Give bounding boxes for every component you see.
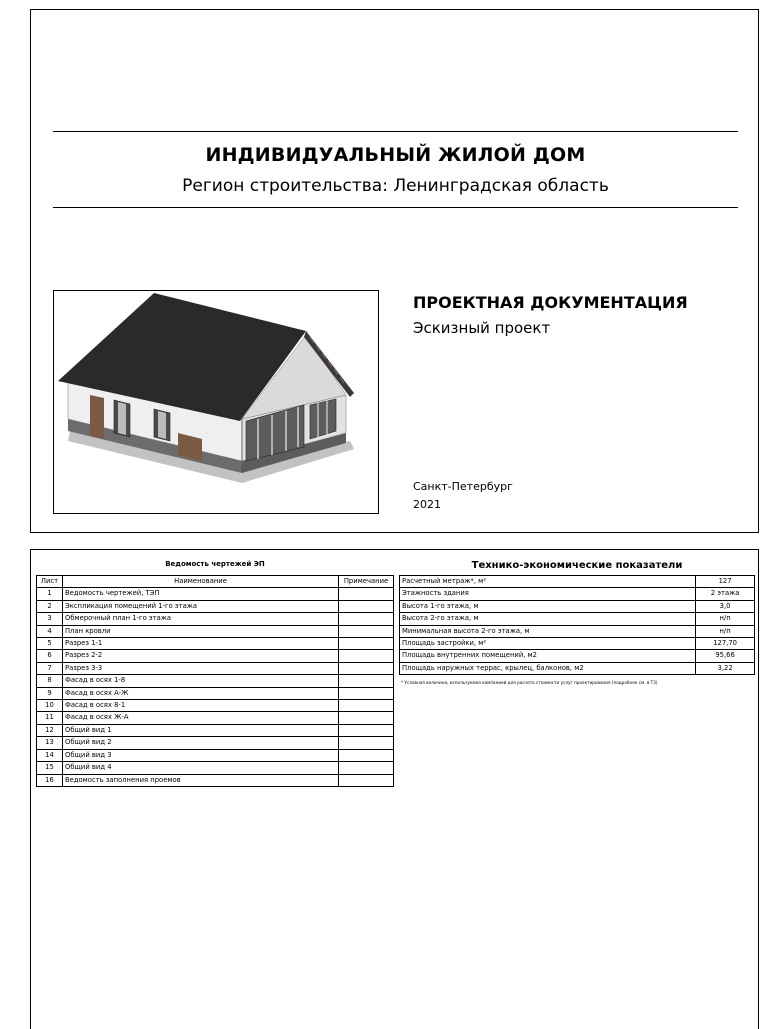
value-cell: 127 bbox=[696, 576, 755, 588]
value-cell: 127,70 bbox=[696, 638, 755, 650]
table-row bbox=[37, 749, 394, 761]
name-cell: Ведомость заполнения проемов bbox=[62, 774, 338, 786]
indicator-cell: Минимальная высота 2-го этажа, м bbox=[400, 625, 696, 637]
note-cell bbox=[339, 600, 394, 612]
table-row bbox=[400, 588, 755, 600]
tep-table bbox=[399, 575, 755, 675]
name-cell: Общий вид 1 bbox=[62, 724, 338, 736]
value-cell: 95,66 bbox=[696, 650, 755, 662]
construction-region: Регион строительства: Ленинградская область bbox=[182, 176, 609, 196]
year: 2021 bbox=[413, 498, 441, 511]
indicator-cell: Площадь внутренних помещений, м2 bbox=[400, 650, 696, 662]
table-row bbox=[400, 625, 755, 637]
name-cell: Ведомость чертежей, ТЭП bbox=[62, 588, 338, 600]
note-cell bbox=[339, 650, 394, 662]
table-row bbox=[37, 662, 394, 674]
sheet-number-cell: 11 bbox=[37, 712, 63, 724]
note-cell bbox=[339, 638, 394, 650]
name-cell: Фасад в осях Ж-А bbox=[62, 712, 338, 724]
contents-sheet bbox=[30, 549, 759, 1029]
value-cell: н/п bbox=[696, 613, 755, 625]
tep-title: Технико-экономические показатели bbox=[471, 560, 683, 571]
header-note: Примечание bbox=[339, 576, 394, 588]
indicator-cell: Высота 1-го этажа, м bbox=[400, 600, 696, 612]
sheet-number-cell: 7 bbox=[37, 662, 63, 674]
table-row bbox=[37, 650, 394, 662]
table-row bbox=[400, 650, 755, 662]
table-row bbox=[37, 588, 394, 600]
document-stage: Эскизный проект bbox=[413, 319, 551, 337]
sheet-number-cell: 1 bbox=[37, 588, 63, 600]
name-cell: Фасад в осях 1-8 bbox=[62, 675, 338, 687]
table-row bbox=[37, 638, 394, 650]
note-cell bbox=[339, 737, 394, 749]
header-sheet-number: Лист bbox=[37, 576, 63, 588]
table-row bbox=[37, 675, 394, 687]
sheet-number-cell: 12 bbox=[37, 724, 63, 736]
sheet-number-cell: 3 bbox=[37, 613, 63, 625]
sheet-number-cell: 8 bbox=[37, 675, 63, 687]
name-cell: Фасад в осях 8-1 bbox=[62, 700, 338, 712]
indicator-cell: Расчетный метраж*, м² bbox=[400, 576, 696, 588]
sheet-number-cell: 13 bbox=[37, 737, 63, 749]
note-cell bbox=[339, 625, 394, 637]
sheet-number-cell: 5 bbox=[37, 638, 63, 650]
sheet-number-cell: 4 bbox=[37, 625, 63, 637]
table-row bbox=[37, 762, 394, 774]
table-row bbox=[400, 576, 755, 588]
note-cell bbox=[339, 588, 394, 600]
note-cell bbox=[339, 774, 394, 786]
table-row bbox=[37, 613, 394, 625]
sheet-number-cell: 14 bbox=[37, 749, 63, 761]
indicator-cell: Площадь наружных террас, крылец, балконов, м2 bbox=[400, 662, 696, 674]
table-row bbox=[37, 712, 394, 724]
project-title: ИНДИВИДУАЛЬНЫЙ ЖИЛОЙ ДОМ bbox=[205, 144, 586, 166]
name-cell: Разрез 2-2 bbox=[62, 650, 338, 662]
name-cell: Разрез 3-3 bbox=[62, 662, 338, 674]
name-cell: Общий вид 2 bbox=[62, 737, 338, 749]
sheet-number-cell: 2 bbox=[37, 600, 63, 612]
table-row bbox=[400, 638, 755, 650]
title-sheet bbox=[30, 9, 759, 533]
sheet-number-cell: 9 bbox=[37, 687, 63, 699]
table-row bbox=[37, 700, 394, 712]
table-row bbox=[37, 687, 394, 699]
house-render bbox=[53, 290, 379, 514]
table-row bbox=[37, 737, 394, 749]
note-cell bbox=[339, 762, 394, 774]
value-cell: 2 этажа bbox=[696, 588, 755, 600]
name-cell: Фасад в осях А-Ж bbox=[62, 687, 338, 699]
indicator-cell: Высота 2-го этажа, м bbox=[400, 613, 696, 625]
sheet-number-cell: 15 bbox=[37, 762, 63, 774]
note-cell bbox=[339, 687, 394, 699]
sheet-number-cell: 10 bbox=[37, 700, 63, 712]
sheet-number-cell: 6 bbox=[37, 650, 63, 662]
sheet-number-cell: 16 bbox=[37, 774, 63, 786]
table-row bbox=[400, 662, 755, 674]
note-cell bbox=[339, 749, 394, 761]
table-row bbox=[37, 600, 394, 612]
name-cell: Экспликация помещений 1-го этажа bbox=[62, 600, 338, 612]
tep-footnote: * Условная величина, используемая компанией для расчета стоимости услуг проектирования (подробнее см. в ТЗ) bbox=[401, 680, 658, 685]
header-name: Наименование bbox=[62, 576, 338, 588]
title-bottom-rule bbox=[53, 207, 738, 208]
note-cell bbox=[339, 675, 394, 687]
city: Санкт-Петербург bbox=[413, 480, 513, 493]
name-cell: Общий вид 3 bbox=[62, 749, 338, 761]
table-row bbox=[37, 724, 394, 736]
table-row bbox=[400, 600, 755, 612]
name-cell: Общий вид 4 bbox=[62, 762, 338, 774]
title-top-rule bbox=[53, 131, 738, 132]
house-render-image bbox=[54, 291, 378, 513]
value-cell: н/п bbox=[696, 625, 755, 637]
name-cell: Обмерочный план 1-го этажа bbox=[62, 613, 338, 625]
table-row bbox=[400, 613, 755, 625]
value-cell: 3,0 bbox=[696, 600, 755, 612]
name-cell: План кровли bbox=[62, 625, 338, 637]
table-row bbox=[37, 625, 394, 637]
note-cell bbox=[339, 613, 394, 625]
document-type: ПРОЕКТНАЯ ДОКУМЕНТАЦИЯ bbox=[413, 293, 688, 312]
value-cell: 3,22 bbox=[696, 662, 755, 674]
note-cell bbox=[339, 724, 394, 736]
drawings-list-table bbox=[36, 575, 394, 787]
note-cell bbox=[339, 712, 394, 724]
indicator-cell: Этажность здания bbox=[400, 588, 696, 600]
indicator-cell: Площадь застройки, м² bbox=[400, 638, 696, 650]
note-cell bbox=[339, 700, 394, 712]
table-row bbox=[37, 774, 394, 786]
note-cell bbox=[339, 662, 394, 674]
name-cell: Разрез 1-1 bbox=[62, 638, 338, 650]
drawings-list-header bbox=[37, 576, 394, 588]
drawings-list-title: Ведомость чертежей ЭП bbox=[165, 560, 265, 568]
